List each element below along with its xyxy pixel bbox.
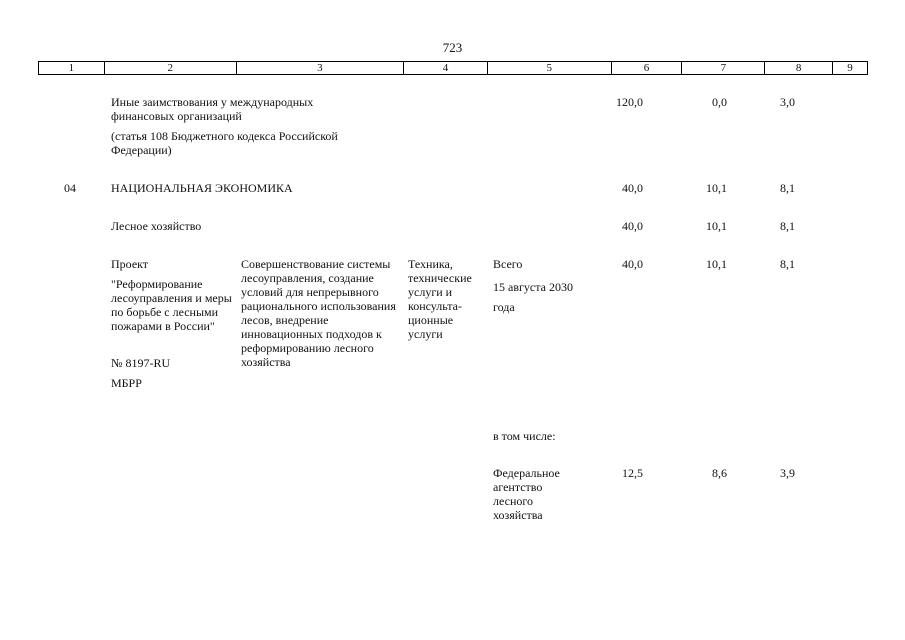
header-col-9: 9 (847, 62, 853, 74)
forestry-col8: 8,1 (780, 219, 795, 233)
header-col-5: 5 (488, 62, 612, 74)
economy-name: НАЦИОНАЛЬНАЯ ЭКОНОМИКА (111, 181, 293, 195)
forestry-col6: 40,0 (622, 219, 643, 233)
header-col-1: 1 (39, 62, 105, 74)
borrowings-text: Иные заимствования у международных финансовых организаций (111, 95, 314, 123)
page-number: 723 (442, 40, 463, 55)
project-label: Проект (111, 257, 149, 271)
agency-col8: 3,9 (780, 466, 795, 480)
project-col6: 40,0 (622, 257, 643, 271)
economy-col7: 10,1 (706, 181, 727, 195)
economy-col6: 40,0 (622, 181, 643, 195)
header-col-7: 7 (682, 62, 765, 74)
borrowings-col6: 120,0 (616, 95, 643, 109)
agency-col7: 8,6 (712, 466, 727, 480)
agency-name: Федеральное агентство лесного хозяйства (493, 466, 560, 522)
project-type: Техника, технические услуги и консульта-ционные услуги (408, 257, 472, 341)
borrowings-col8: 3,0 (780, 95, 795, 109)
borrowings-note: (статья 108 Бюджетного кодекса Российской Федерации) (111, 129, 338, 157)
project-goal: Совершенствование системы лесоуправления, создание условий для непрерывного рационального использования лесов, внедрение инновационных подходов к реформированию лесного хозяйства (241, 257, 396, 369)
header-col-3: 3 (237, 62, 405, 74)
project-total-label: Всего (493, 257, 523, 271)
project-number: № 8197-RU (111, 356, 171, 370)
borrowings-col7: 0,0 (712, 95, 727, 109)
economy-col8: 8,1 (780, 181, 795, 195)
project-lender: МБРР (111, 376, 142, 390)
header-col-4: 4 (404, 62, 488, 74)
table-header-row (38, 61, 868, 75)
header-col-2: 2 (105, 62, 237, 74)
header-col-8: 8 (765, 62, 833, 74)
project-col7: 10,1 (706, 257, 727, 271)
header-col-6: 6 (612, 62, 683, 74)
economy-code: 04 (64, 181, 76, 195)
project-col8: 8,1 (780, 257, 795, 271)
including-label: в том числе: (493, 429, 556, 443)
project-title: "Реформирование лесоуправления и меры по борьбе с лесными пожарами в России" (111, 277, 232, 333)
agency-col6: 12,5 (622, 466, 643, 480)
forestry-col7: 10,1 (706, 219, 727, 233)
forestry-name: Лесное хозяйство (111, 219, 202, 233)
project-deadline: 15 августа 2030 года (493, 280, 573, 314)
